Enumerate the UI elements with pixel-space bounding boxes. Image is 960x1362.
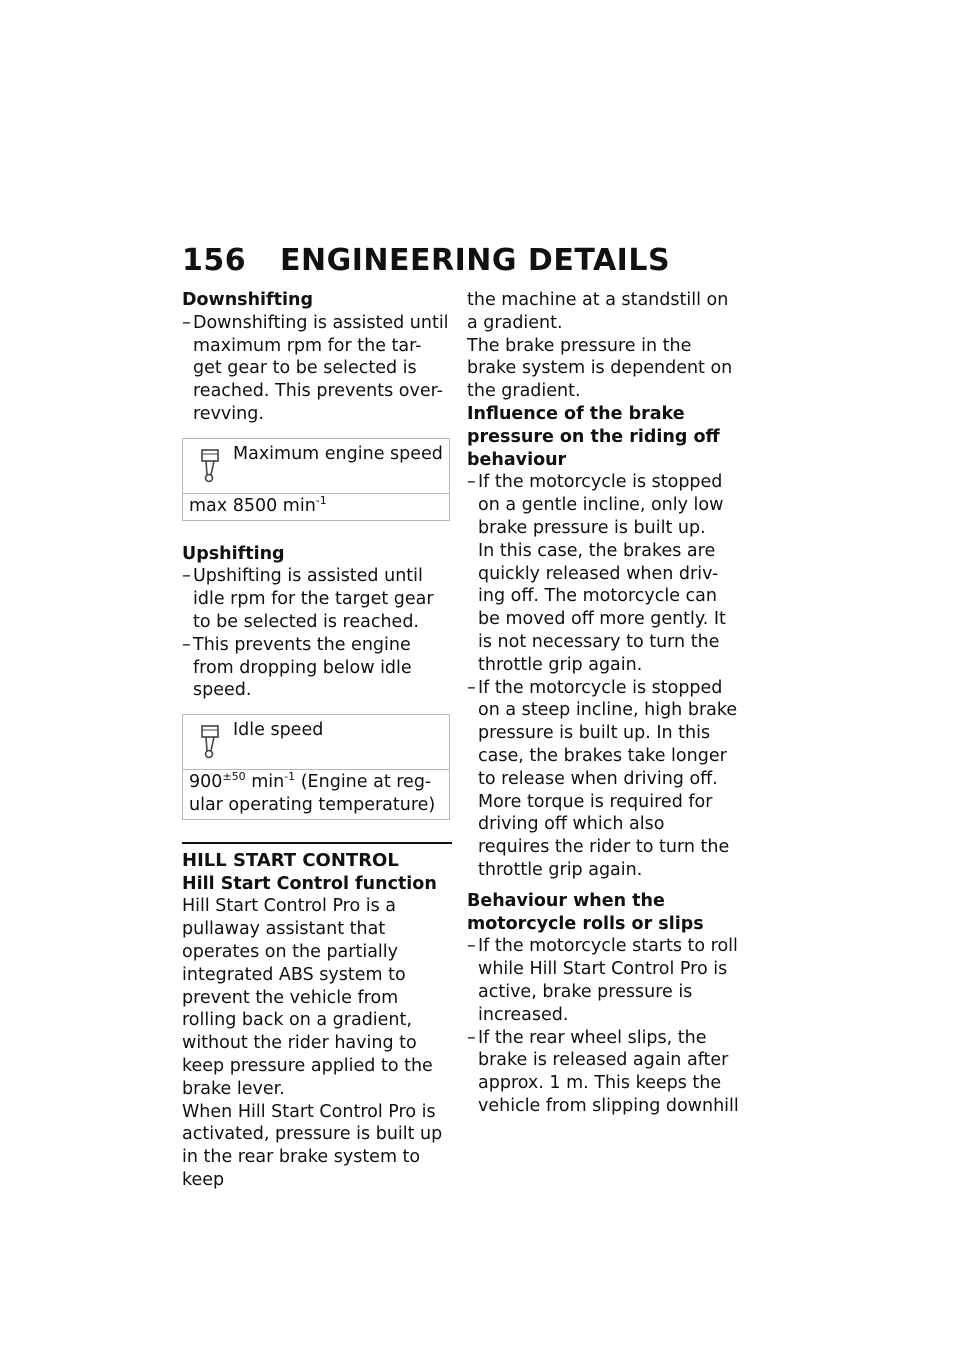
rolls-bullet-2: – If the rear wheel slips, the brake is released again after approx. 1 m. This keeps the vehicle from slipping downhill [467, 1027, 739, 1118]
downshifting-bullet: – Downshifting is assisted until maximum rpm for the tar- get gear to be selected is reached. This prevents over- revving. [182, 312, 452, 426]
influence-bullet-1: – If the motorcycle is stopped on a gentle incline, only low brake pressure is built up. [467, 471, 739, 539]
influence-heading: Influence of the brake pressure on the riding off behaviour [467, 403, 720, 470]
hill-start-paragraph-1: Hill Start Control Pro is a pullaway assistant that operates on the partially integrated ABS system to prevent the vehicle from rolling back on a gradient, without the rider having to keep pressure applied to the brake lever. [182, 896, 433, 1099]
influence-bullet-2: – If the motorcycle is stopped on a steep incline, high brake pressure is built up. In this case, the brakes take longer to release when driving off. More torque is required for driving off which also requires the rider to turn the throttle grip again. [467, 677, 739, 882]
max-engine-speed-box [182, 438, 450, 521]
rolls-slips-heading: Behaviour when the motorcycle rolls or slips [467, 890, 704, 934]
max-engine-speed-value: max 8500 $\min^{-1}$ [189, 493, 327, 516]
left-column [182, 289, 452, 1192]
paragraph-brake-pressure: The brake pressure in the brake system is dependent on the gradient. [467, 335, 733, 402]
downshifting-heading: Downshifting [182, 290, 314, 310]
hill-start-paragraph-2: When Hill Start Control Pro is activated, pressure is built up in the rear brake system to keep [182, 1101, 443, 1190]
page-header [182, 243, 670, 278]
page-number: 156 [182, 243, 247, 278]
paragraph-continued: the machine at a standstill on a gradient. [467, 290, 729, 333]
rolls-bullet-1: – If the motorcycle starts to roll while Hill Start Control Pro is active, brake pressure is increased. [467, 935, 739, 1026]
idle-speed-box [182, 714, 450, 820]
hill-start-section-title: HILL START CONTROL [182, 842, 452, 873]
engine-piston-icon [197, 449, 223, 483]
engine-piston-icon [197, 725, 223, 759]
chapter-title: ENGINEERING DETAILS [280, 243, 671, 278]
max-engine-speed-label: Maximum engine speed [233, 443, 443, 464]
influence-bullet-1-continued: In this case, the brakes are quickly released when driv- ing off. The motorcycle can be moved off more gently. It is not necessary to turn the throttle grip again. [478, 540, 726, 675]
upshifting-bullet-1: – Upshifting is assisted until idle rpm for the target gear to be selected is reached. [182, 565, 452, 633]
hill-start-function-heading: Hill Start Control function [182, 873, 437, 894]
idle-speed-label: Idle speed [233, 720, 324, 741]
upshifting-heading: Upshifting [182, 543, 285, 564]
right-column [467, 289, 739, 1118]
upshifting-bullet-2: – This prevents the engine from dropping below idle speed. [182, 634, 452, 702]
idle-speed-value: $900^{\pm 50}$ $\min^{-1}$ (Engine at reg- ular operating temperature) [189, 770, 436, 815]
